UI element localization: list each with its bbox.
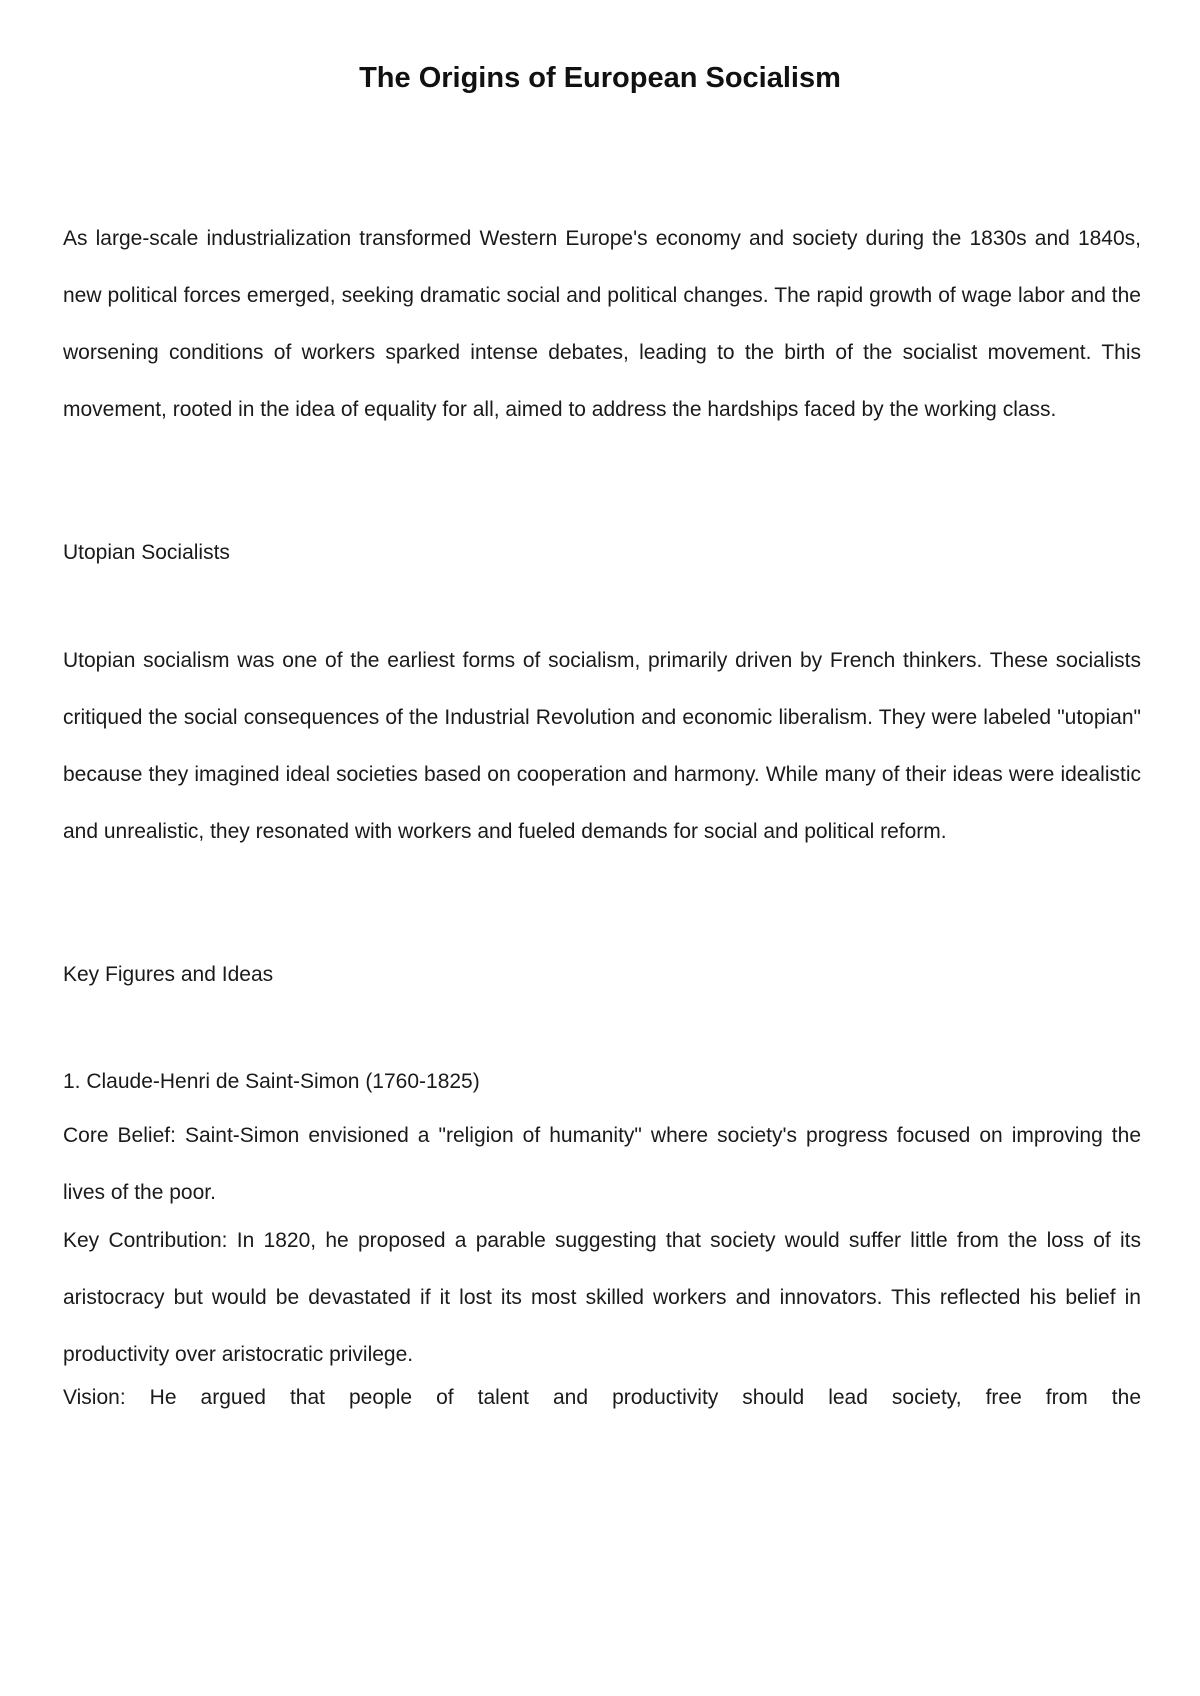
figure-heading-saint-simon: 1. Claude-Henri de Saint-Simon (1760-1825) (63, 1070, 480, 1093)
utopian-paragraph: Utopian socialism was one of the earliest forms of socialism, primarily driven by French thinkers. These socialists critiqued the social consequences of the Industrial Revolution and economic liberalism. They were labeled "utopian" because they imagined ideal societies based on cooperation and harmony. While many of their ideas were idealistic and unrealistic, they resonated with workers and fueled demands for social and political reform. (63, 649, 1141, 843)
saint-simon-key-contribution: Key Contribution: In 1820, he proposed a parable suggesting that society would suffer little from the loss of its aristocracy but would be devastated if it lost its most skilled workers and innovators. This reflected his belief in productivity over aristocratic privilege. (63, 1229, 1141, 1366)
intro-paragraph: As large-scale industrialization transformed Western Europe's economy and society during the 1830s and 1840s, new political forces emerged, seeking dramatic social and political changes. The rapid growth of wage labor and the worsening conditions of workers sparked intense debates, leading to the birth of the socialist movement. This movement, rooted in the idea of equality for all, aimed to address the hardships faced by the working class. (63, 227, 1141, 421)
section-heading-utopian-socialists: Utopian Socialists (63, 541, 230, 564)
section-heading-key-figures: Key Figures and Ideas (63, 963, 274, 986)
saint-simon-vision: Vision: He argued that people of talent and productivity should lead society, free from the (63, 1386, 1141, 1409)
saint-simon-core-belief: Core Belief: Saint-Simon envisioned a "religion of humanity" where society's progress focused on improving the lives of the poor. (63, 1124, 1141, 1204)
page-title: The Origins of European Socialism (359, 62, 841, 94)
